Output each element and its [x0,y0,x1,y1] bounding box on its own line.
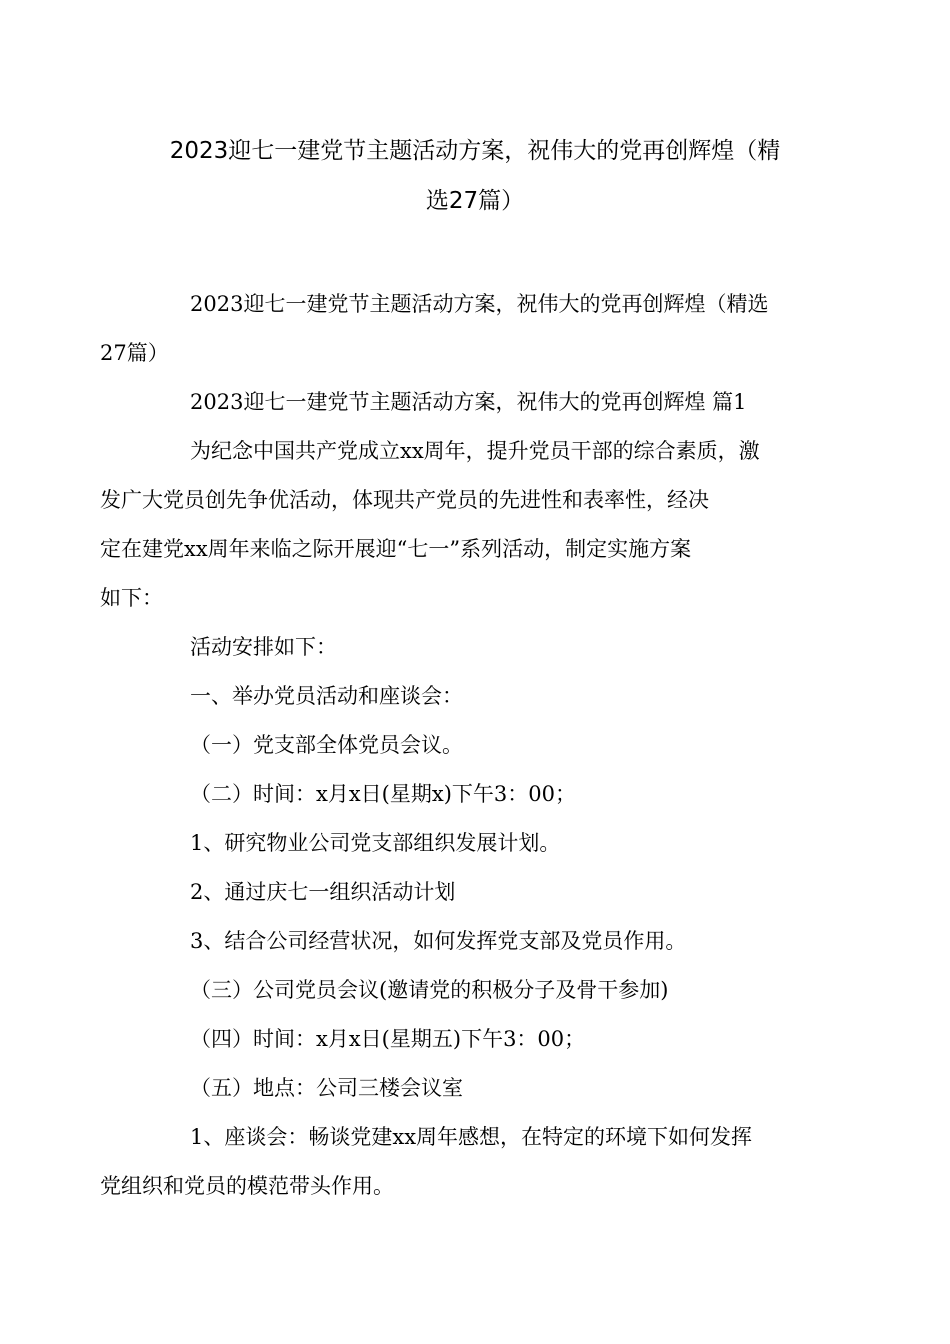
paragraph-line: （二）时间：x月x日(星期x)下午3：00； [190,782,576,806]
body-paragraph [145,721,805,770]
body-paragraph [145,819,805,868]
paragraph-line: 党组织和党员的模范带头作用。 [100,1174,394,1198]
paragraph-line: 1、研究物业公司党支部组织发展计划。 [190,831,561,855]
body-paragraph [145,868,805,917]
body-paragraph [100,427,805,623]
paragraph-line: 27篇） [100,341,169,365]
paragraph-line: 发广大党员创先争优活动，体现共产党员的先进性和表率性，经决 [100,488,709,512]
paragraph-line: 1、座谈会：畅谈党建xx周年感想，在特定的环境下如何发挥 [190,1125,753,1149]
paragraph-line: 2023迎七一建党节主题活动方案，祝伟大的党再创辉煌（精选 [190,292,769,316]
body-paragraph [145,770,805,819]
paragraph-line: （五）地点：公司三楼会议室 [190,1076,463,1100]
title-line-2: 选27篇） [425,188,525,214]
body-paragraph [145,1015,805,1064]
document-title [145,126,805,226]
body-paragraph [145,623,805,672]
title-line-1: 2023迎七一建党节主题活动方案，祝伟大的党再创辉煌（精 [169,138,781,164]
body-paragraph [145,917,805,966]
paragraph-line: 2023迎七一建党节主题活动方案，祝伟大的党再创辉煌 篇1 [190,390,747,414]
body-paragraph [145,672,805,721]
paragraph-line: 如下： [100,586,163,610]
body-paragraph [145,378,805,427]
paragraph-line: （四）时间：x月x日(星期五)下午3：00； [190,1027,586,1051]
body-paragraph [100,1113,805,1211]
body-paragraph [145,966,805,1015]
paragraph-line: 定在建党xx周年来临之际开展迎“七一”系列活动，制定实施方案 [100,537,692,561]
paragraph-line: （三）公司党员会议(邀请党的积极分子及骨干参加) [190,978,669,1002]
body-paragraph [100,280,805,378]
paragraph-line: 3、结合公司经营状况，如何发挥党支部及党员作用。 [190,929,687,953]
paragraph-line: 一、举办党员活动和座谈会： [190,684,463,708]
document-body [100,280,805,1211]
paragraph-line: 为纪念中国共产党成立xx周年，提升党员干部的综合素质，激 [190,439,760,463]
paragraph-line: 2、通过庆七一组织活动计划 [190,880,456,904]
body-paragraph [145,1064,805,1113]
paragraph-line: 活动安排如下： [190,635,337,659]
paragraph-line: （一）党支部全体党员会议。 [190,733,463,757]
